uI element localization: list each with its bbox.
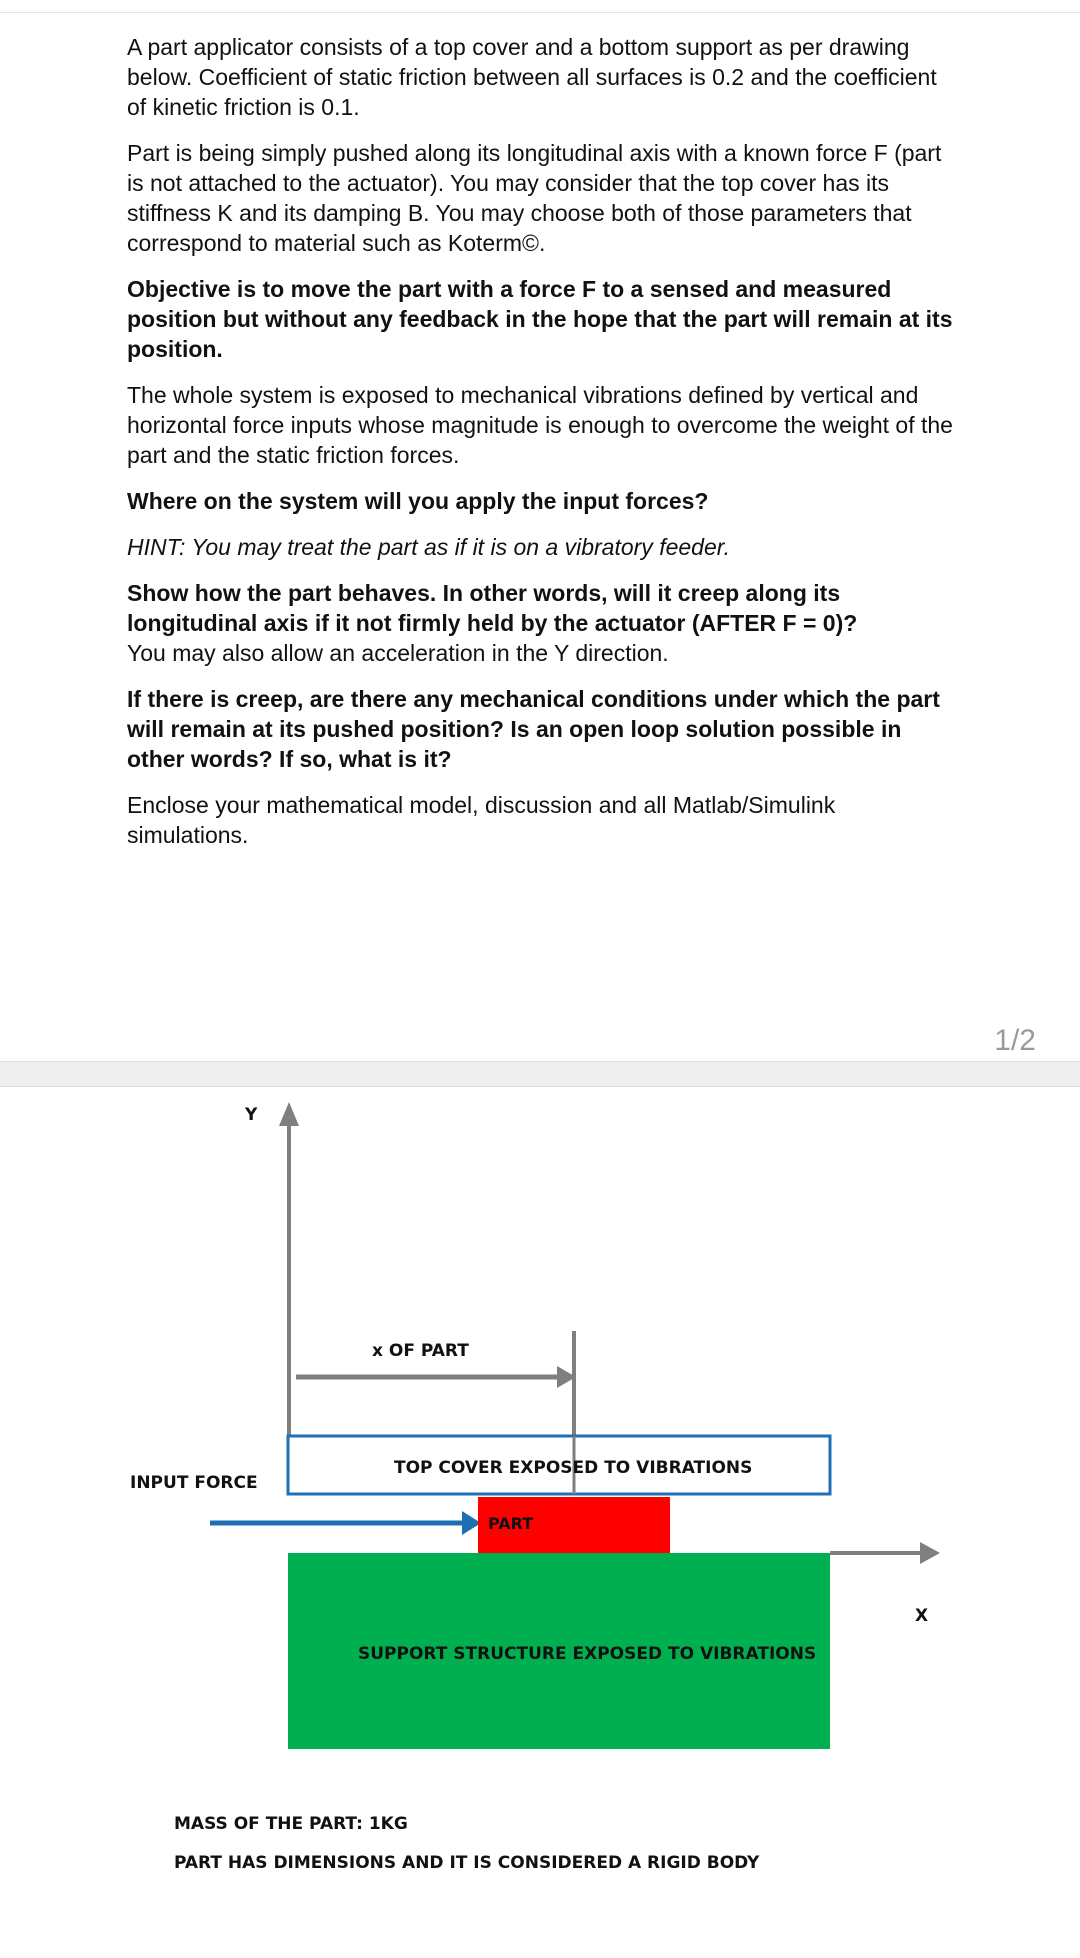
page-1-text	[127, 32, 957, 866]
y-axis-label: Y	[245, 1105, 258, 1125]
paragraph-hint: HINT: You may treat the part as if it is on a vibratory feeder.	[127, 534, 730, 560]
rigid-body-note: PART HAS DIMENSIONS AND IT IS CONSIDERED A RIGID BODY	[174, 1853, 760, 1873]
page-separator	[0, 1061, 1080, 1087]
applicator-diagram	[0, 1086, 1080, 1958]
paragraph-behaviour-note: You may also allow an acceleration in the Y direction.	[127, 640, 669, 666]
paragraph-enclose: Enclose your mathematical model, discussion and all Matlab/Simulink simulations.	[127, 792, 836, 848]
paragraph-intro: A part applicator consists of a top cover and a bottom support as per drawing below. Coefficient of static friction between all surfaces is 0.2 and the coefficient of kinetic friction is 0.1.	[127, 34, 937, 120]
x-of-part-label: x OF PART	[372, 1341, 469, 1361]
mass-note: MASS OF THE PART: 1KG	[174, 1814, 408, 1834]
x-axis-label: X	[915, 1606, 929, 1626]
page-number: 1/2	[994, 1024, 1036, 1057]
paragraph-question-forces: Where on the system will you apply the input forces?	[127, 488, 709, 514]
part-label: PART	[488, 1514, 534, 1533]
paragraph-vibrations: The whole system is exposed to mechanical vibrations defined by vertical and horizontal force inputs whose magnitude is enough to overcome the weight of the part and the static friction forces.	[127, 382, 953, 468]
paragraph-objective: Objective is to move the part with a force F to a sensed and measured position but without any feedback in the hope that the part will remain at its position.	[127, 276, 953, 362]
input-force-label: INPUT FORCE	[130, 1473, 258, 1493]
paragraph-creep-question: If there is creep, are there any mechanical conditions under which the part will remain at its pushed position? Is an open loop solution possible in other words? If so, what is it?	[127, 686, 940, 772]
page-top-rule	[0, 12, 1080, 13]
paragraph-behaviour	[127, 578, 957, 668]
x-axis-arrowhead	[920, 1542, 940, 1564]
y-axis-arrowhead	[279, 1102, 299, 1126]
top-cover-label: TOP COVER EXPOSED TO VIBRATIONS	[394, 1458, 753, 1478]
paragraph-behaviour-question: Show how the part behaves. In other words, will it creep along its longitudinal axis if it not firmly held by the actuator (AFTER F = 0)?	[127, 580, 858, 636]
support-structure-label: SUPPORT STRUCTURE EXPOSED TO VIBRATIONS	[358, 1644, 817, 1664]
paragraph-push: Part is being simply pushed along its longitudinal axis with a known force F (part is not attached to the actuator). You may consider that the top cover has its stiffness K and its damping B. You may choose both of those parameters that correspond to material such as Koterm©.	[127, 140, 942, 256]
